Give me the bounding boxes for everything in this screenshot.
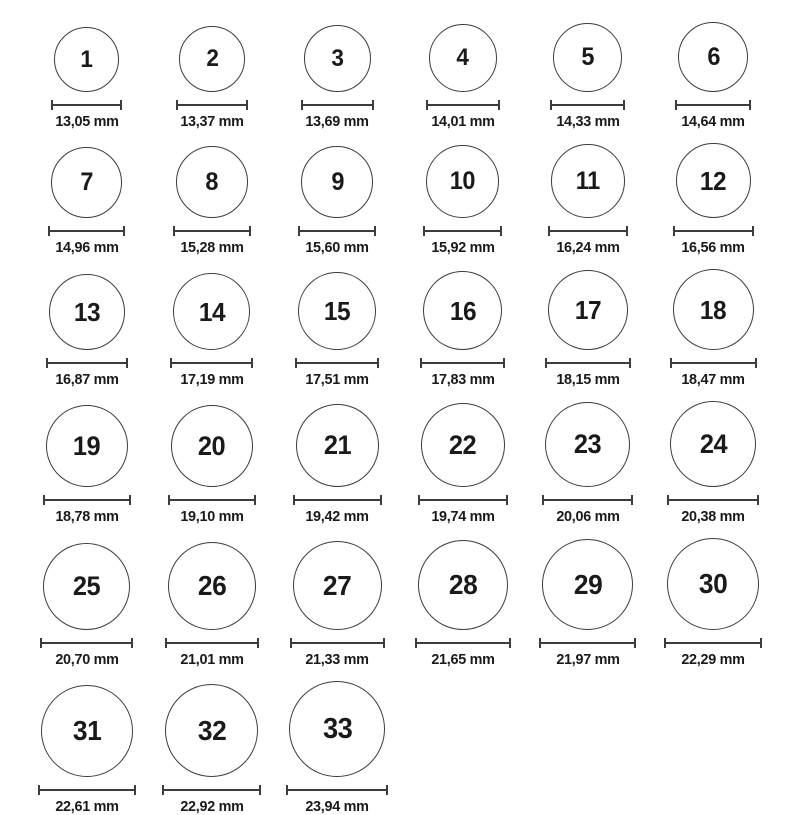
ring-size-cell-8 — [149, 143, 274, 256]
ring-size-cell-29 — [525, 538, 650, 668]
ring-size-number: 3 — [331, 44, 344, 72]
diameter-dimension-line — [550, 100, 625, 110]
diameter-dimension-line — [51, 100, 122, 110]
ring-size-cell-11 — [525, 143, 650, 256]
ring-circle — [298, 272, 376, 350]
ring-circle — [43, 543, 130, 630]
diameter-label: 16,56 mm — [681, 239, 745, 256]
diameter-dimension-line — [670, 358, 757, 368]
diameter-dimension-line — [48, 226, 125, 236]
diameter-label: 22,61 mm — [54, 798, 119, 815]
ring-circle — [421, 403, 505, 487]
ring-size-cell-33 — [275, 681, 400, 815]
ring-size-cell-17 — [525, 269, 650, 388]
ring-circle — [296, 404, 379, 487]
ring-size-cell-28 — [400, 538, 525, 668]
ring-circle — [545, 402, 630, 487]
ring-circle — [423, 271, 502, 350]
diameter-label: 19,10 mm — [180, 508, 244, 525]
ring-circle — [179, 26, 245, 92]
ring-circle — [542, 539, 633, 630]
diameter-dimension-line — [673, 226, 754, 236]
ring-circle — [673, 269, 754, 350]
diameter-dimension-line — [545, 358, 631, 368]
diameter-label: 21,33 mm — [305, 651, 369, 668]
ring-size-number: 9 — [331, 167, 344, 196]
diameter-label: 14,96 mm — [54, 239, 119, 256]
ring-size-cell-1 — [24, 22, 149, 130]
ring-circle — [168, 542, 256, 630]
ring-circle — [304, 25, 371, 92]
ring-circle — [429, 24, 497, 92]
diameter-label: 15,60 mm — [305, 239, 369, 256]
diameter-label: 18,15 mm — [556, 371, 620, 388]
ring-circle — [46, 405, 128, 487]
ring-size-number: 14 — [198, 296, 226, 327]
ring-circle — [51, 147, 122, 218]
ring-circle — [551, 144, 625, 218]
ring-size-cell-9 — [275, 143, 400, 256]
ring-circle — [41, 685, 133, 777]
diameter-label: 19,74 mm — [430, 508, 495, 525]
ring-size-cell-16 — [400, 269, 525, 388]
ring-size-cell-19 — [24, 401, 149, 525]
ring-circle — [49, 274, 125, 350]
diameter-label: 13,69 mm — [305, 113, 369, 130]
diameter-label: 20,70 mm — [54, 651, 119, 668]
ring-size-number: 23 — [574, 429, 602, 459]
ring-size-cell-32 — [149, 681, 274, 815]
diameter-dimension-line — [286, 785, 388, 795]
diameter-dimension-line — [168, 495, 256, 505]
ring-size-cell-22 — [400, 401, 525, 525]
ring-circle — [426, 145, 499, 218]
ring-size-cell-12 — [651, 143, 776, 256]
diameter-label: 23,94 mm — [305, 798, 369, 815]
ring-size-number: 29 — [573, 568, 603, 600]
ring-size-number: 24 — [699, 428, 727, 459]
diameter-dimension-line — [301, 100, 374, 110]
ring-size-cell-20 — [149, 401, 274, 525]
diameter-dimension-line — [176, 100, 248, 110]
diameter-label: 17,19 mm — [180, 371, 244, 388]
diameter-label: 14,33 mm — [556, 113, 620, 130]
ring-size-cell-23 — [525, 401, 650, 525]
ring-size-number: 22 — [448, 429, 477, 460]
ring-size-number: 32 — [197, 714, 227, 746]
ring-size-number: 11 — [576, 166, 600, 195]
ring-size-number: 20 — [198, 430, 226, 461]
diameter-dimension-line — [38, 785, 136, 795]
ring-circle — [165, 684, 258, 777]
ring-size-number: 21 — [323, 430, 351, 460]
ring-size-number: 18 — [700, 294, 727, 325]
ring-circle — [289, 681, 385, 777]
ring-size-cell-5 — [525, 22, 650, 130]
diameter-dimension-line — [542, 495, 633, 505]
ring-size-number: 28 — [448, 569, 477, 600]
ring-size-number: 4 — [456, 44, 469, 71]
ring-circle — [678, 22, 748, 92]
ring-size-number: 17 — [574, 295, 602, 325]
ring-size-number: 12 — [700, 165, 727, 196]
diameter-dimension-line — [426, 100, 500, 110]
diameter-dimension-line — [290, 638, 385, 648]
diameter-dimension-line — [43, 495, 131, 505]
ring-circle — [301, 146, 373, 218]
ring-size-cell-24 — [651, 401, 776, 525]
ring-size-cell-15 — [275, 269, 400, 388]
ring-size-cell-7 — [24, 143, 149, 256]
ring-circle — [418, 540, 508, 630]
ring-size-cell-18 — [651, 269, 776, 388]
ring-size-cell-31 — [24, 681, 149, 815]
ring-circle — [54, 27, 119, 92]
diameter-label: 14,64 mm — [681, 113, 745, 130]
diameter-dimension-line — [295, 358, 379, 368]
diameter-dimension-line — [46, 358, 128, 368]
diameter-dimension-line — [40, 638, 133, 648]
diameter-label: 20,06 mm — [556, 508, 620, 525]
ring-size-number: 13 — [73, 297, 100, 327]
diameter-label: 22,92 mm — [180, 798, 244, 815]
diameter-dimension-line — [293, 495, 382, 505]
diameter-label: 16,24 mm — [556, 239, 620, 256]
diameter-label: 17,83 mm — [430, 371, 495, 388]
diameter-dimension-line — [667, 495, 759, 505]
ring-size-number: 15 — [324, 296, 351, 326]
ring-size-number: 19 — [72, 430, 101, 461]
ring-circle — [667, 538, 759, 630]
diameter-label: 14,01 mm — [430, 113, 495, 130]
ring-circle — [676, 143, 751, 218]
ring-size-cell-6 — [651, 22, 776, 130]
ring-circle — [173, 273, 250, 350]
ring-size-number: 7 — [80, 168, 93, 196]
ring-size-number: 16 — [449, 295, 476, 326]
ring-size-number: 10 — [450, 167, 476, 195]
ring-size-cell-26 — [149, 538, 274, 668]
diameter-dimension-line — [539, 638, 636, 648]
ring-circle — [553, 23, 622, 92]
ring-size-cell-2 — [149, 22, 274, 130]
diameter-dimension-line — [170, 358, 253, 368]
diameter-dimension-line — [165, 638, 259, 648]
diameter-label: 18,47 mm — [681, 371, 745, 388]
ring-size-number: 31 — [72, 715, 101, 746]
diameter-label: 19,42 mm — [305, 508, 369, 525]
ring-size-number: 2 — [205, 45, 219, 72]
ring-size-number: 8 — [205, 167, 219, 196]
diameter-dimension-line — [415, 638, 511, 648]
ring-size-number: 25 — [72, 571, 101, 601]
ring-size-cell-10 — [400, 143, 525, 256]
diameter-dimension-line — [298, 226, 376, 236]
diameter-dimension-line — [664, 638, 762, 648]
ring-size-number: 33 — [322, 712, 353, 745]
diameter-label: 13,05 mm — [54, 113, 119, 130]
diameter-label: 20,38 mm — [681, 508, 745, 525]
diameter-label: 21,01 mm — [180, 651, 244, 668]
diameter-label: 21,65 mm — [430, 651, 495, 668]
ring-size-number: 26 — [197, 570, 227, 601]
diameter-dimension-line — [548, 226, 628, 236]
ring-size-number: 6 — [707, 42, 720, 71]
ring-size-number: 30 — [699, 568, 728, 599]
ring-size-cell-27 — [275, 538, 400, 668]
ring-size-cell-25 — [24, 538, 149, 668]
diameter-label: 15,28 mm — [180, 239, 244, 256]
ring-size-number: 5 — [581, 43, 595, 71]
ring-circle — [670, 401, 756, 487]
diameter-label: 21,97 mm — [556, 651, 620, 668]
diameter-dimension-line — [173, 226, 251, 236]
ring-size-cell-30 — [651, 538, 776, 668]
diameter-label: 18,78 mm — [54, 508, 119, 525]
ring-circle — [293, 541, 382, 630]
ring-size-number: 27 — [323, 569, 352, 601]
ring-circle — [171, 405, 253, 487]
ring-size-cell-13 — [24, 269, 149, 388]
ring-size-number: 1 — [80, 45, 93, 73]
ring-circle — [176, 146, 248, 218]
ring-size-cell-14 — [149, 269, 274, 388]
diameter-label: 15,92 mm — [430, 239, 495, 256]
diameter-dimension-line — [675, 100, 751, 110]
diameter-label: 17,51 mm — [305, 371, 369, 388]
diameter-label: 13,37 mm — [180, 113, 244, 130]
ring-size-cell-4 — [400, 22, 525, 130]
diameter-dimension-line — [423, 226, 502, 236]
ring-size-cell-21 — [275, 401, 400, 525]
diameter-dimension-line — [418, 495, 508, 505]
ring-size-cell-3 — [275, 22, 400, 130]
diameter-label: 22,29 mm — [681, 651, 745, 668]
diameter-dimension-line — [420, 358, 505, 368]
diameter-label: 16,87 mm — [54, 371, 119, 388]
diameter-dimension-line — [162, 785, 261, 795]
ring-circle — [548, 270, 628, 350]
